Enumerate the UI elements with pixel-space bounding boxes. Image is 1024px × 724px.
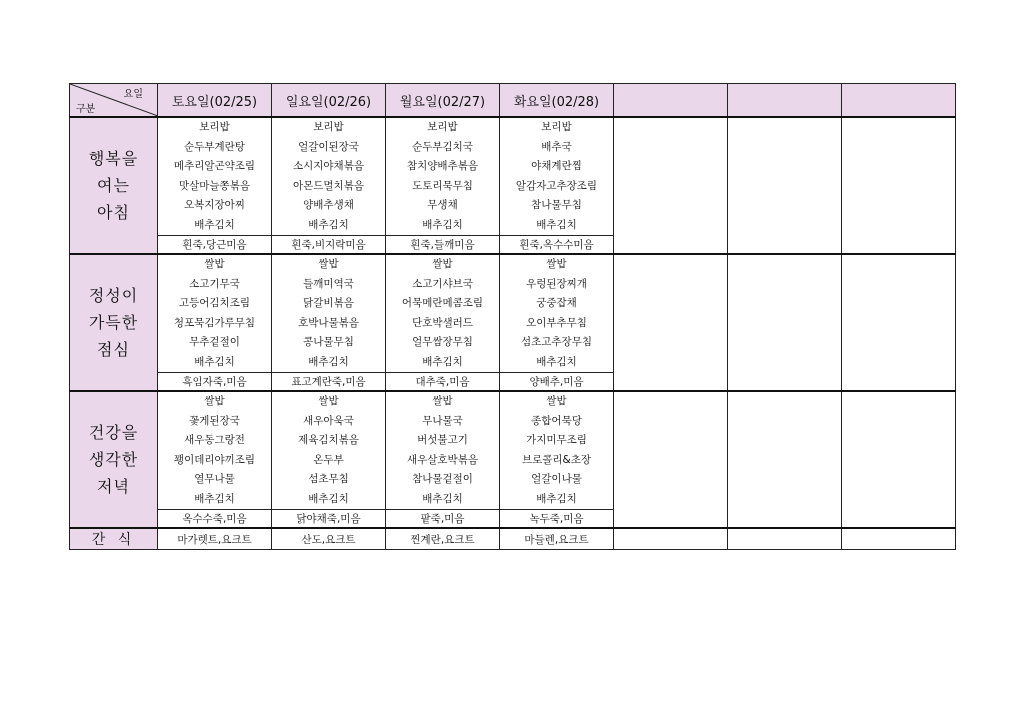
menu-item: 새우동그랑전 (184, 434, 245, 446)
menu-cell (158, 254, 272, 373)
menu-item: 쌀밥 (546, 258, 567, 270)
empty-cell (842, 254, 956, 391)
porridge-cell: 옥수수죽,미음 (158, 510, 272, 529)
menu-item: 야채계란찜 (531, 160, 582, 172)
menu-item: 참나물겉절이 (412, 473, 473, 485)
menu-item: 무나물국 (422, 414, 463, 427)
menu-item: 참나물무침 (531, 199, 582, 211)
porridge-cell: 닭야채죽,미음 (272, 510, 386, 529)
menu-item: 배추국 (541, 140, 572, 153)
empty-cell (614, 528, 728, 550)
empty-day-header (728, 84, 842, 118)
menu-item: 도토리묵무침 (412, 179, 473, 192)
menu-item: 어묵메란메콤조림 (401, 297, 484, 309)
menu-item: 쌀밥 (204, 258, 225, 270)
menu-cell (158, 391, 272, 510)
menu-item: 쌀밥 (318, 258, 339, 270)
porridge-cell: 팥죽,미음 (386, 510, 500, 529)
menu-item: 배추김치 (308, 355, 349, 368)
menu-item: 섬초무침 (308, 473, 349, 485)
empty-cell (614, 254, 728, 391)
menu-item: 배추김치 (536, 492, 577, 505)
menu-item: 얼갈이나물 (531, 473, 582, 485)
menu-cell (272, 254, 386, 373)
menu-item: 콩나물무침 (303, 336, 354, 348)
menu-item: 새우살호박볶음 (406, 453, 478, 466)
menu-item: 배추김치 (422, 218, 463, 231)
menu-item: 알감자고추장조림 (515, 179, 598, 192)
breakfast-label: 행복을 여는 아침 (70, 117, 158, 254)
day-header: 월요일(02/27) (386, 84, 500, 118)
day-header: 일요일(02/26) (272, 84, 386, 118)
empty-cell (842, 117, 956, 254)
menu-item: 꽃게된장국 (189, 414, 240, 427)
menu-item: 닭갈비볶음 (303, 297, 354, 309)
porridge-cell: 흑임자죽,미음 (158, 373, 272, 392)
menu-cell (500, 254, 614, 373)
menu-item: 우렁된장찌개 (526, 277, 587, 290)
snack-label: 간 식 (70, 528, 158, 550)
breakfast-row (70, 117, 956, 236)
menu-item: 제육김치볶음 (298, 434, 359, 446)
menu-item: 오복지장아찌 (184, 199, 245, 211)
menu-item: 양배추생채 (303, 199, 354, 211)
menu-item: 순두부김치국 (412, 140, 473, 153)
menu-cell (500, 117, 614, 236)
lunch-row (70, 254, 956, 373)
menu-item: 고등어김치조림 (178, 297, 250, 309)
menu-item: 배추김치 (422, 355, 463, 368)
menu-item: 배추김치 (194, 355, 235, 368)
menu-item: 들깨미역국 (303, 277, 354, 290)
empty-cell (614, 117, 728, 254)
menu-item: 단호박샐러드 (412, 316, 473, 329)
porridge-cell: 흰죽,비지락미음 (272, 236, 386, 255)
dinner-row (70, 391, 956, 510)
menu-item: 맛살마늘쫑볶음 (178, 179, 250, 192)
menu-item: 쌀밥 (432, 258, 453, 270)
menu-item: 얼무쌈장무침 (412, 336, 473, 348)
porridge-cell: 녹두죽,미음 (500, 510, 614, 529)
menu-item: 아몬드멸치볶음 (292, 179, 364, 192)
menu-item: 궁중잡채 (536, 297, 577, 309)
empty-cell (614, 391, 728, 528)
menu-item: 배추김치 (536, 218, 577, 231)
empty-day-header (842, 84, 956, 118)
day-header: 토요일(02/25) (158, 84, 272, 118)
menu-item: 섬초고추장무침 (520, 336, 592, 348)
menu-item: 보리밥 (199, 121, 230, 133)
menu-item: 청포묵김가루무침 (173, 316, 256, 329)
corner-bottom-label: 구분 (76, 104, 96, 115)
header-row (70, 84, 956, 118)
day-header: 화요일(02/28) (500, 84, 614, 118)
menu-item: 쌀밥 (546, 395, 567, 407)
menu-cell (272, 117, 386, 236)
snack-cell: 마가렛트,요크트 (158, 528, 272, 550)
empty-cell (728, 117, 842, 254)
corner-top-label: 요일 (123, 89, 143, 100)
menu-cell (386, 117, 500, 236)
porridge-cell: 흰죽,들깨미음 (386, 236, 500, 255)
menu-item: 무생채 (427, 199, 458, 211)
menu-item: 보리밥 (313, 121, 344, 133)
menu-item: 배추김치 (536, 355, 577, 368)
empty-day-header (614, 84, 728, 118)
porridge-cell: 대추죽,미음 (386, 373, 500, 392)
corner-cell (70, 84, 158, 118)
menu-item: 배추김치 (308, 492, 349, 505)
menu-item: 브로콜리&초장 (521, 453, 592, 466)
menu-item: 순두부계란탕 (184, 140, 245, 153)
menu-item: 소고기무국 (189, 277, 240, 290)
menu-item: 열무나물 (194, 473, 235, 485)
empty-cell (842, 391, 956, 528)
menu-cell (500, 391, 614, 510)
menu-item: 무추겉절이 (189, 336, 240, 348)
snack-cell: 찐계란,요크트 (386, 528, 500, 550)
menu-item: 보리밥 (541, 121, 572, 133)
empty-cell (842, 528, 956, 550)
menu-item: 쌀밥 (432, 395, 453, 407)
menu-item: 온두부 (313, 453, 344, 466)
menu-item: 버섯불고기 (417, 434, 468, 446)
menu-cell (272, 391, 386, 510)
porridge-cell: 양배추,미음 (500, 373, 614, 392)
menu-item: 배추김치 (308, 218, 349, 231)
menu-item: 호박나물볶음 (298, 316, 359, 329)
dinner-label: 건강을 생각한 저녁 (70, 391, 158, 528)
menu-item: 보리밥 (427, 121, 458, 133)
snack-cell: 산도,요크트 (272, 528, 386, 550)
menu-cell (386, 254, 500, 373)
empty-cell (728, 391, 842, 528)
empty-cell (728, 528, 842, 550)
menu-item: 쌀밥 (318, 395, 339, 407)
menu-cell (386, 391, 500, 510)
empty-cell (728, 254, 842, 391)
menu-item: 새우아욱국 (303, 414, 354, 427)
menu-cell (158, 117, 272, 236)
porridge-cell: 흰죽,옥수수미음 (500, 236, 614, 255)
menu-item: 종합어묵당 (531, 414, 582, 427)
menu-item: 소시지야채볶음 (292, 160, 364, 172)
menu-item: 배추김치 (194, 492, 235, 505)
snack-cell: 마들렌,요크트 (500, 528, 614, 550)
meal-menu-table (69, 83, 956, 550)
menu-item: 소고기샤브국 (412, 277, 473, 290)
porridge-cell: 흰죽,당근미음 (158, 236, 272, 255)
menu-item: 얼갈이된장국 (298, 140, 359, 153)
menu-item: 꽹이데리야끼조림 (173, 453, 256, 466)
menu-item: 쌀밥 (204, 395, 225, 407)
menu-item: 배추김치 (194, 218, 235, 231)
snack-row (70, 528, 956, 550)
lunch-label: 정성이 가득한 점심 (70, 254, 158, 391)
menu-item: 참치양배추볶음 (406, 160, 478, 172)
menu-item: 배추김치 (422, 492, 463, 505)
menu-item: 오이부추무침 (526, 316, 587, 329)
menu-item: 메추리알곤약조림 (173, 160, 256, 172)
menu-item: 가지미무조림 (526, 434, 587, 446)
porridge-cell: 표고계란죽,미음 (272, 373, 386, 392)
